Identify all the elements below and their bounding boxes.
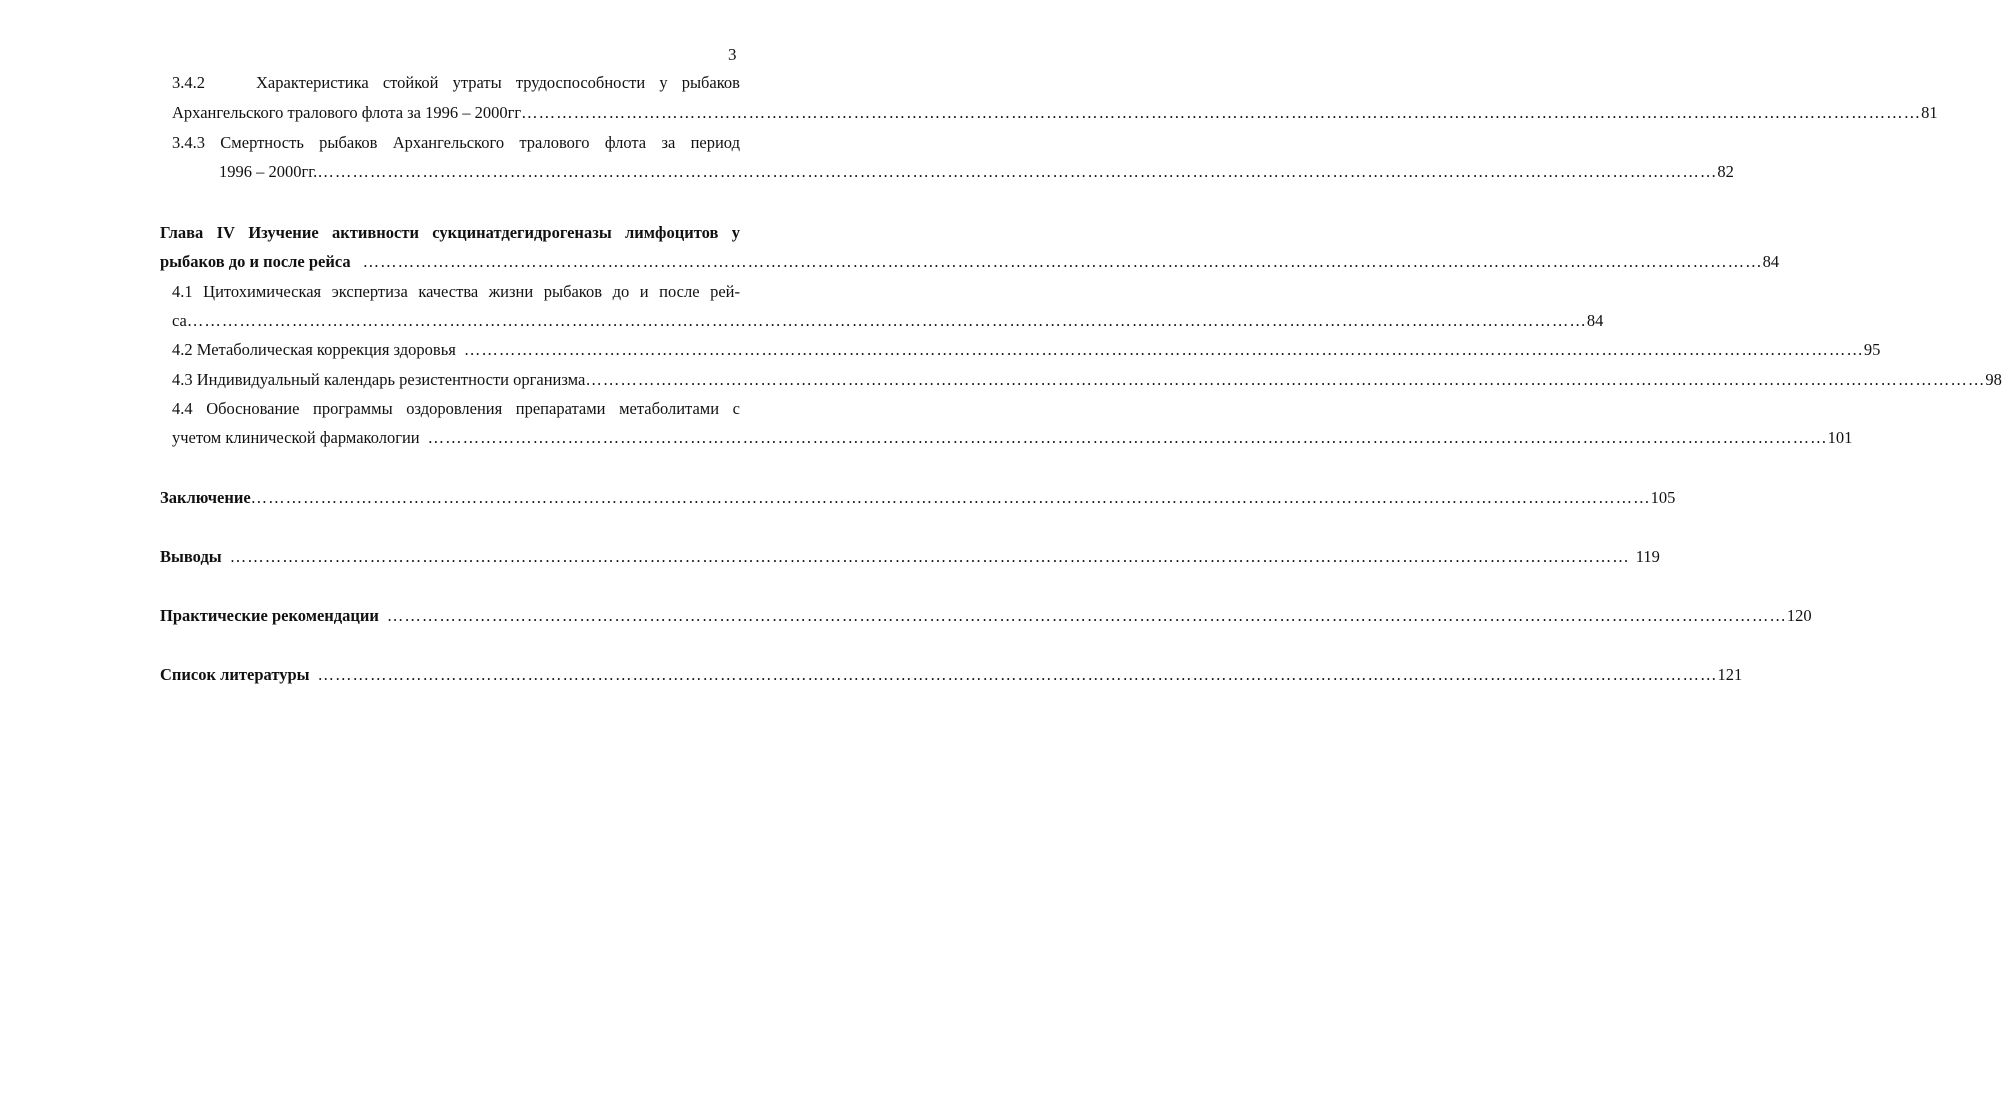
dot-leader: …………………………………………………………………………………………………………………………………………………………………………………………………………………… <box>250 488 1651 507</box>
word: Характеристика <box>256 73 369 92</box>
dot-leader: …………………………………………………………………………………………………………………………………………………………………………………………………………………… <box>427 428 1828 447</box>
word: оздоровления <box>406 399 503 418</box>
word: Цитохимическая <box>203 282 322 301</box>
dot-leader: …………………………………………………………………………………………………………………………………………………………………………………………………………………… <box>386 606 1787 625</box>
dot-leader: …………………………………………………………………………………………………………………………………………………………………………………………………………………… <box>317 162 1718 181</box>
toc-chapter-4-line1 <box>160 222 740 244</box>
word: 3.4.3 <box>172 133 205 152</box>
dot-leader: …………………………………………………………………………………………………………………………………………………………………………………………………………………… <box>585 370 1986 389</box>
toc-4-1-line2 <box>172 310 1604 332</box>
toc-4-4-page: 101 <box>1827 428 1853 447</box>
word: рыбаков <box>319 133 378 152</box>
toc-chapter-4-title-cont: рыбаков до и после рейса <box>160 252 351 271</box>
word: Глава <box>160 223 204 242</box>
toc-4-4-title-cont: учетом клинической фармакологии <box>172 428 420 447</box>
word: качества <box>418 282 479 301</box>
word: с <box>732 399 740 418</box>
dot-leader: …………………………………………………………………………………………………………………………………………………………………………………………………………………… <box>463 340 1864 359</box>
toc-3-4-3-title-cont: 1996 – 2000гг. <box>219 162 318 181</box>
dot-leader: …………………………………………………………………………………………………………………………………………………………………………………………………………………… <box>521 103 1922 122</box>
dot-leader: …………………………………………………………………………………………………………………………………………………………………………………………………………………… <box>186 311 1587 330</box>
dot-leader: …………………………………………………………………………………………………………………………………………………………………………………………………………………… <box>317 665 1718 684</box>
toc-recommendations-title: Практические рекомендации <box>160 606 379 625</box>
toc-findings-title: Выводы <box>160 547 222 566</box>
toc-4-3-title: 4.3 Индивидуальный календарь резистентности организма <box>172 370 586 389</box>
page-number: 3 <box>728 45 737 64</box>
word: Обоснование <box>206 399 300 418</box>
dot-leader: …………………………………………………………………………………………………………………………………………………………………………………………………………………… <box>362 252 1763 271</box>
word: Архангельского <box>392 133 505 152</box>
toc-3-4-2-num: 3.4.2 <box>172 73 205 92</box>
toc-chapter-4-page: 84 <box>1762 252 1780 271</box>
word: у <box>731 223 740 242</box>
toc-4-3 <box>172 369 2002 391</box>
word: препаратами <box>515 399 606 418</box>
word: у <box>659 73 668 92</box>
word: стойкой <box>382 73 439 92</box>
toc-4-4-line1 <box>172 398 740 420</box>
toc-references-page: 121 <box>1717 665 1743 684</box>
word: сукцинатдегидрогеназы <box>432 223 612 242</box>
toc-3-4-3-line1 <box>172 132 740 154</box>
word: IV <box>216 223 235 242</box>
word: до <box>612 282 630 301</box>
toc-4-3-page: 98 <box>1985 370 2002 389</box>
toc-4-4-line2 <box>172 427 1853 449</box>
toc-4-2-page: 95 <box>1863 340 1881 359</box>
toc-4-1-line1 <box>172 281 740 303</box>
toc-3-4-2-page: 81 <box>1921 103 1938 122</box>
toc-references <box>160 664 1743 686</box>
word: программы <box>313 399 393 418</box>
toc-chapter-4-line2 <box>160 251 1780 273</box>
toc-4-2-title: 4.2 Метаболическая коррекция здоровья <box>172 340 456 359</box>
word: рыбаков <box>543 282 603 301</box>
word: тралового <box>519 133 590 152</box>
toc-3-4-2-title-cont: Архангельского тралового флота за 1996 – 2000гг <box>172 103 522 122</box>
word: 4.1 <box>172 282 193 301</box>
word: рей- <box>710 282 740 301</box>
word: период <box>690 133 740 152</box>
word: трудоспособности <box>515 73 646 92</box>
toc-references-title: Список литературы <box>160 665 310 684</box>
word: экспертиза <box>331 282 408 301</box>
word: 4.4 <box>172 399 193 418</box>
toc-findings-page: 119 <box>1635 547 1660 566</box>
word: после <box>659 282 700 301</box>
toc-4-2 <box>172 339 1881 361</box>
toc-3-4-3-page: 82 <box>1717 162 1734 181</box>
word: и <box>639 282 649 301</box>
word: рыбаков <box>681 73 740 92</box>
toc-3-4-3-line2 <box>219 161 1734 183</box>
word: утраты <box>452 73 502 92</box>
word: лимфоцитов <box>625 223 719 242</box>
toc-3-4-2-line1 <box>172 72 740 94</box>
word: флота <box>604 133 647 152</box>
word: метаболитами <box>619 399 720 418</box>
toc-recommendations-page: 120 <box>1786 606 1812 625</box>
toc-4-1-title-cont: са <box>172 311 187 330</box>
toc-3-4-2-line2 <box>172 102 1938 124</box>
toc-4-1-page: 84 <box>1586 311 1604 330</box>
toc-3-4-2-title-words <box>256 72 740 94</box>
word: за <box>661 133 676 152</box>
word: жизни <box>488 282 534 301</box>
toc-conclusion <box>160 487 1676 509</box>
toc-conclusion-page: 105 <box>1650 488 1676 507</box>
word: Изучение <box>248 223 319 242</box>
word: активности <box>331 223 419 242</box>
toc-findings <box>160 546 1660 568</box>
toc-recommendations <box>160 605 1812 627</box>
toc-conclusion-title: Заключение <box>160 488 251 507</box>
dot-leader: …………………………………………………………………………………………………………………………………………………………………………………………………………………… <box>229 547 1630 566</box>
word: Смертность <box>220 133 304 152</box>
